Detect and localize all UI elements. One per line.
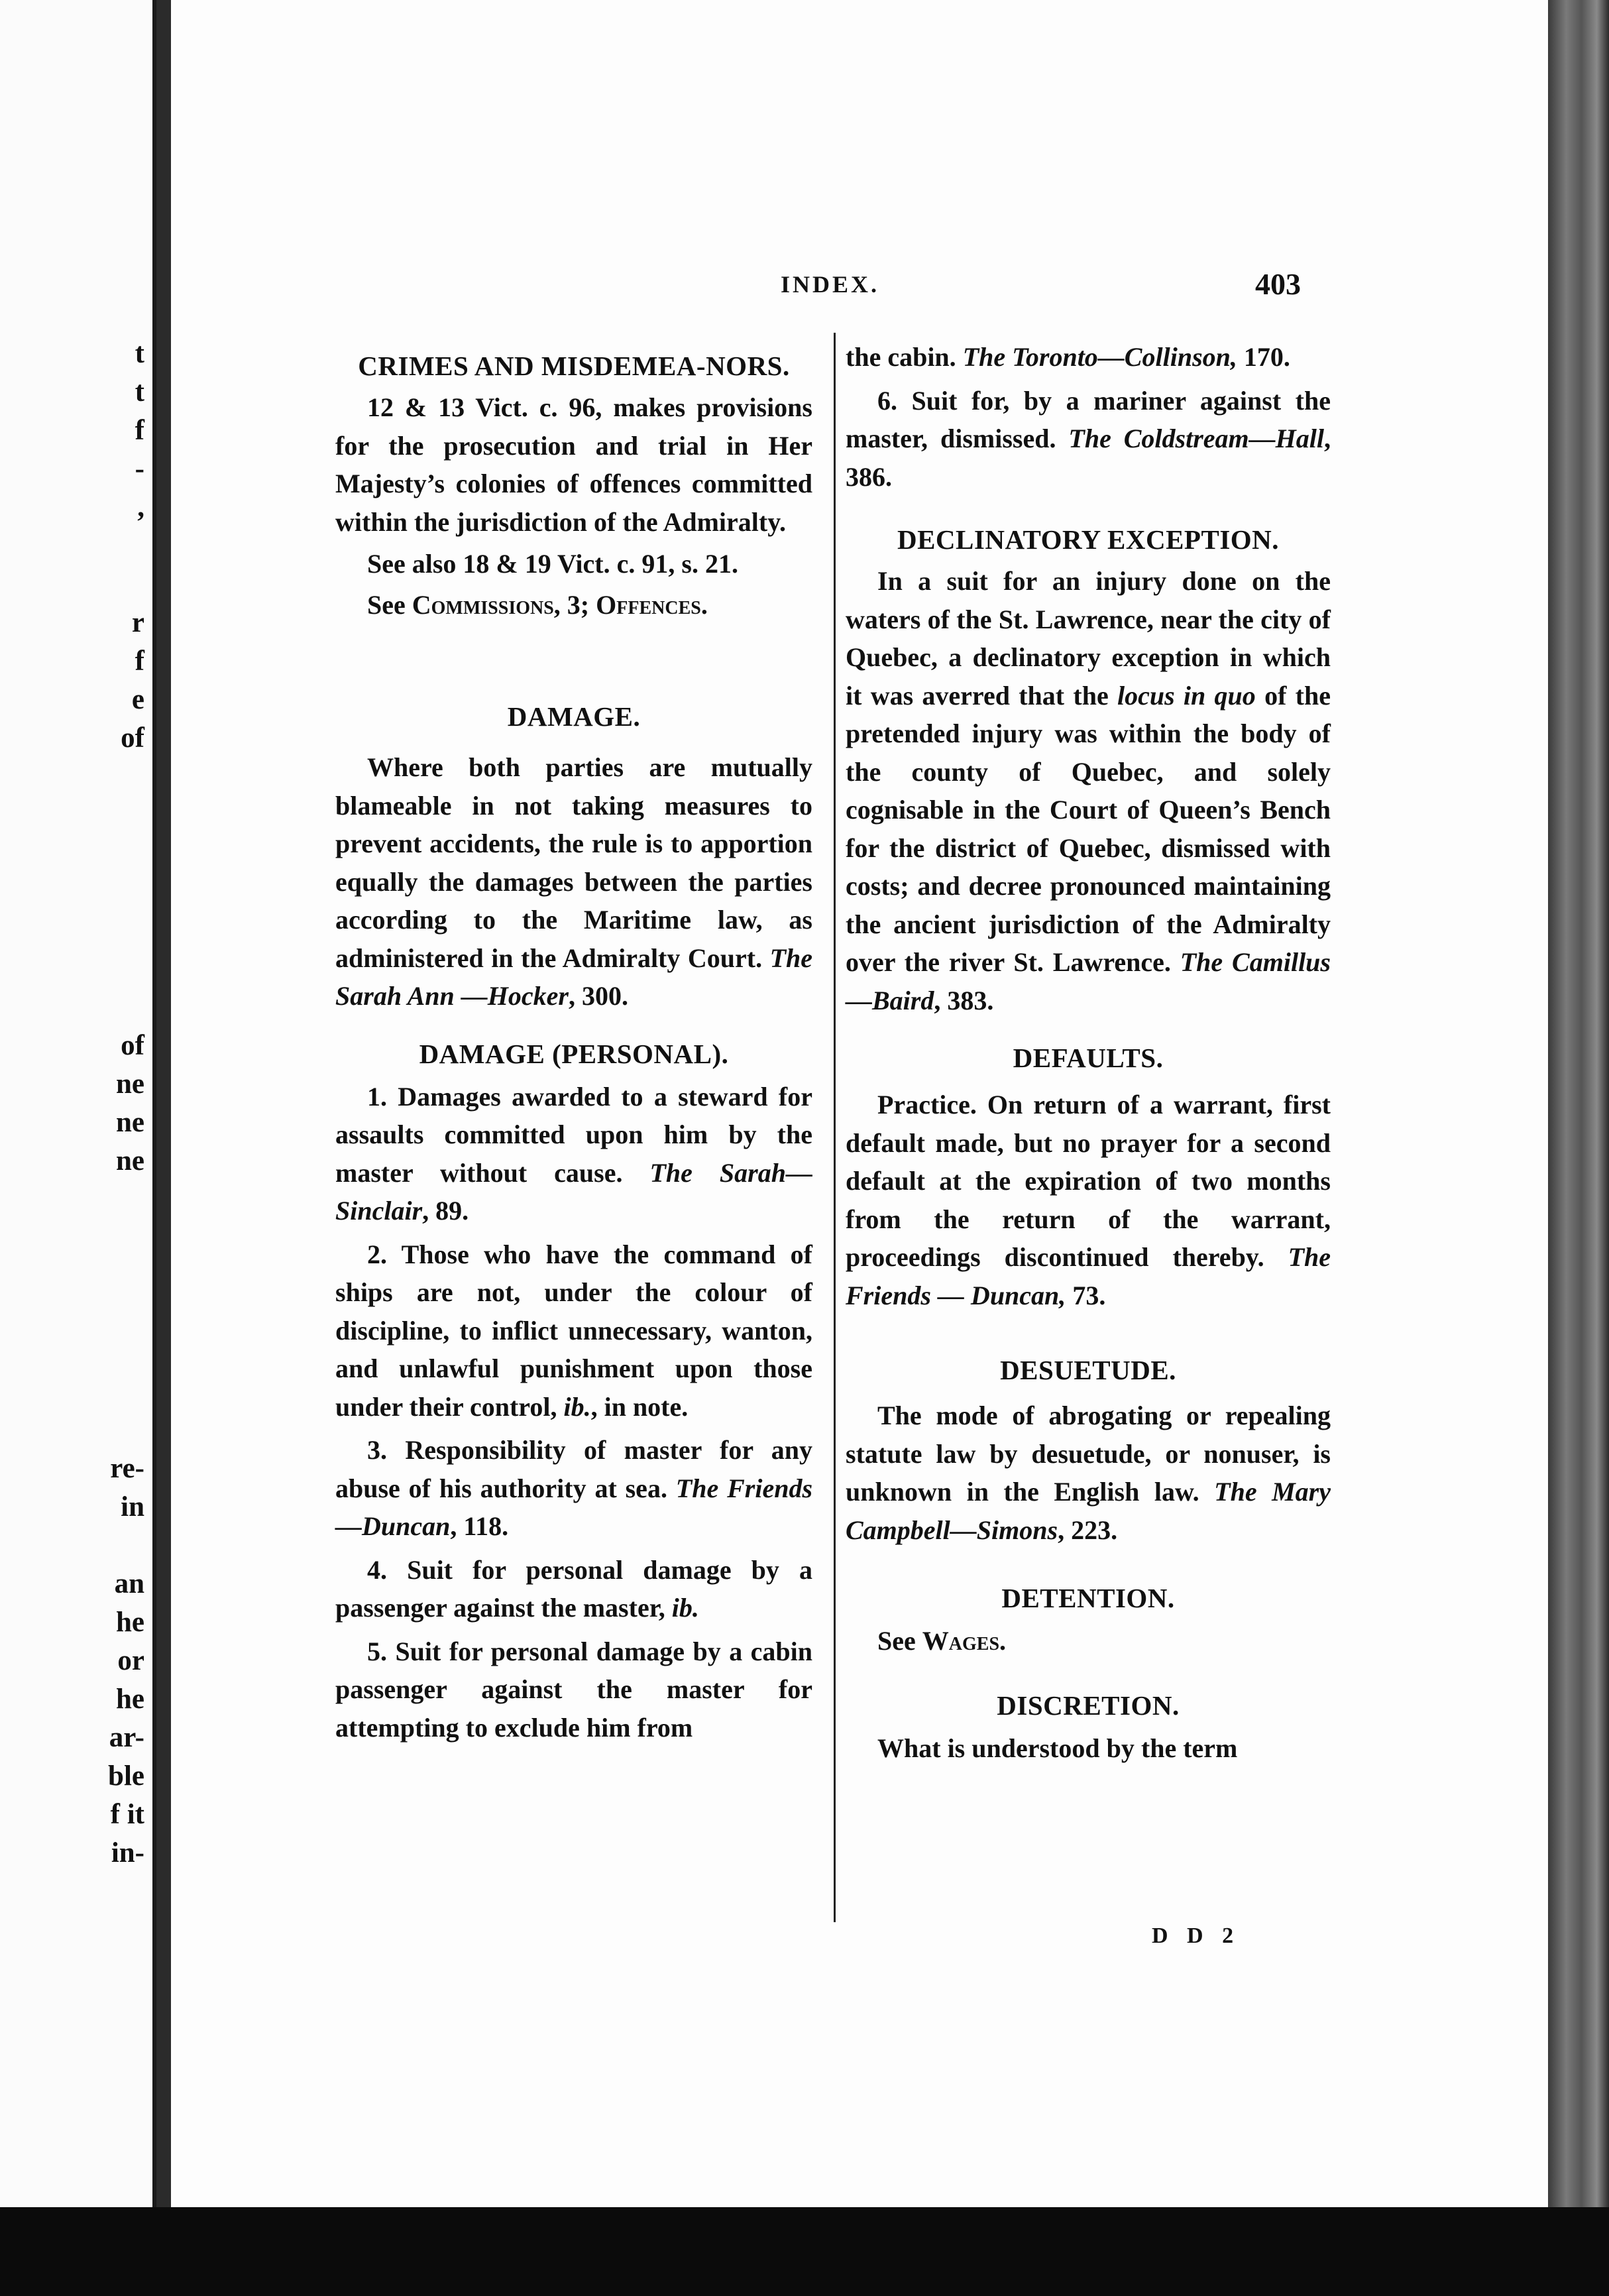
page-number: 403 (1255, 267, 1301, 301)
entry-defaults (846, 1039, 1331, 1314)
left-page-text-fragment: - (135, 453, 144, 485)
right-column (846, 338, 1331, 1767)
entry-text: In a suit for an injury done on the waters of the St. Lawrence, near the city of Quebec, a declinatory exception in which it was averred that the locus in quo of the pretended injury was within the body of the county of Quebec, and solely cognisable in the Court of Queen’s Bench for the district of Quebec, dismissed with costs; and decree pronounced maintaining the ancient jurisdiction of the Admiralty over the river St. Lawrence. The Camillus—Baird, 383. (846, 566, 1331, 1015)
entry-item: 4. Suit for personal damage by a passenger against the master, ib. (335, 1554, 812, 1623)
left-page-text-fragment: of (121, 722, 144, 754)
page-edge-shadow (1548, 0, 1609, 2207)
book-gutter (156, 0, 171, 2207)
left-column (335, 338, 812, 1747)
left-page-text-fragment: f (135, 415, 144, 446)
left-page-text-fragment: r (131, 607, 144, 638)
case-citation: The Friends—Duncan (335, 1473, 813, 1541)
entry-text: Practice. On return of a warrant, first default made, but no prayer for a second default at the expiration of two months from the return of the warrant, proceedings discontinued thereby. The Friends — Duncan, 73. (846, 1090, 1331, 1310)
left-page-text-fragment: f (135, 646, 144, 677)
entry-heading: DESUETUDE. (1000, 1355, 1176, 1385)
left-page-text-fragment: in (121, 1491, 144, 1522)
entry-discretion (846, 1687, 1331, 1768)
left-page-text-fragment: he (116, 1684, 144, 1715)
left-page-text-fragment: t (135, 338, 144, 369)
left-page-text-fragment: of (121, 1030, 144, 1061)
ref-wages: Wages (922, 1626, 1000, 1656)
left-page-text-fragment: e (131, 684, 144, 715)
entry-text: The mode of abrogating or repealing statute law by desuetude, or nonuser, is unknown in the English law. The Mary Campbell—Simons, 223. (846, 1401, 1331, 1545)
entry-item: 1. Damages awarded to a steward for assaults committed upon him by the master without cause. The Sarah—Sinclair, 89. (335, 1081, 812, 1226)
left-page-text-fragment: ble (108, 1760, 144, 1792)
case-citation: The Camillus—Baird (846, 947, 1331, 1015)
entry-heading: DAMAGE (PERSONAL). (419, 1038, 729, 1069)
left-page-text-fragment: he (116, 1607, 144, 1638)
entry-detention (846, 1579, 1331, 1660)
left-page-text-fragment: an (114, 1568, 144, 1599)
cross-reference: See Wages. (877, 1626, 1007, 1656)
case-citation: The Coldstream—Hall (1068, 424, 1324, 453)
entry-item: 6. Suit for, by a mariner against the master, dismissed. The Coldstream—Hall, 386. (846, 385, 1331, 492)
left-page-text-fragment: ar- (109, 1722, 144, 1753)
left-page-text-fragment: re- (110, 1453, 144, 1484)
index-page (171, 0, 1548, 2207)
entry-crimes-and-misdemeanors (335, 347, 812, 624)
entry-heading: CRIMES AND MISDEMEA-NORS. (358, 351, 790, 381)
running-head (171, 267, 1548, 310)
scan-border (0, 2207, 1609, 2296)
entry-damage (335, 698, 812, 1015)
entry-continuation (846, 338, 1331, 496)
left-page-text-fragment: t (135, 376, 144, 408)
entry-item: 5. Suit for personal damage by a cabin passenger against the master for attempting to exclude him from (335, 1636, 812, 1743)
left-page-text-fragment: ne (116, 1145, 144, 1177)
cross-reference: See Commissions, 3; Offences. (367, 589, 708, 620)
left-page-text-fragment: or (117, 1645, 144, 1676)
previous-page-fragment (0, 0, 156, 2207)
column-divider (834, 333, 836, 1922)
signature-mark: D D 2 (1152, 1923, 1241, 1948)
entry-text: Where both parties are mutually blameable in not taking measures to prevent accidents, the rule is to apportion equally the damages between the parties according to the Maritime law, as administered in the Admiralty Court. The Sarah Ann —Hocker, 300. (335, 752, 812, 1011)
case-citation: The Sarah Ann —Hocker (335, 943, 812, 1011)
entry-text: What is understood by the term (877, 1733, 1238, 1763)
entry-heading: DECLINATORY EXCEPTION. (897, 524, 1280, 555)
entry-text: See also 18 & 19 Vict. c. 91, s. 21. (367, 549, 738, 579)
running-head-title: INDEX. (781, 271, 880, 298)
entry-text: the cabin. The Toronto—Collinson, 170. (846, 342, 1290, 372)
ref-offences: Offences (596, 589, 701, 620)
entry-item: 2. Those who have the command of ships are not, under the colour of discipline, to inflict unnecessary, wanton, and unlawful punishment upon those under their control, ib., in note. (335, 1239, 812, 1422)
case-citation: The Sarah—Sinclair (335, 1157, 812, 1226)
left-page-text-fragment: , (137, 492, 144, 523)
entry-heading: DETENTION. (1001, 1583, 1175, 1613)
entry-heading: DEFAULTS. (1013, 1043, 1164, 1073)
left-page-text-fragment: ne (116, 1107, 144, 1138)
entry-heading: DISCRETION. (997, 1690, 1180, 1721)
entry-item: 3. Responsibility of master for any abuse of his authority at sea. The Friends—Duncan, 118. (335, 1435, 813, 1541)
entry-declinatory-exception (846, 521, 1331, 1019)
entry-heading: DAMAGE. (507, 701, 641, 732)
case-citation: The Friends — Duncan, (846, 1242, 1331, 1310)
entry-desuetude (846, 1351, 1331, 1549)
ref-commissions: Commissions (412, 589, 554, 620)
entry-text: 12 & 13 Vict. c. 96, makes provisions for the prosecution and trial in Her Majesty’s colonies of offences committed within the jurisdiction of the Admiralty. (335, 392, 812, 537)
case-citation: The Mary Campbell—Simons (846, 1477, 1331, 1545)
entry-damage-personal (335, 1035, 812, 1747)
left-page-text-fragment: f it (110, 1799, 144, 1830)
case-citation: The Toronto—Collinson, (962, 342, 1237, 372)
left-page-text-fragment: in- (111, 1837, 144, 1868)
left-page-text-fragment: ne (116, 1068, 144, 1100)
